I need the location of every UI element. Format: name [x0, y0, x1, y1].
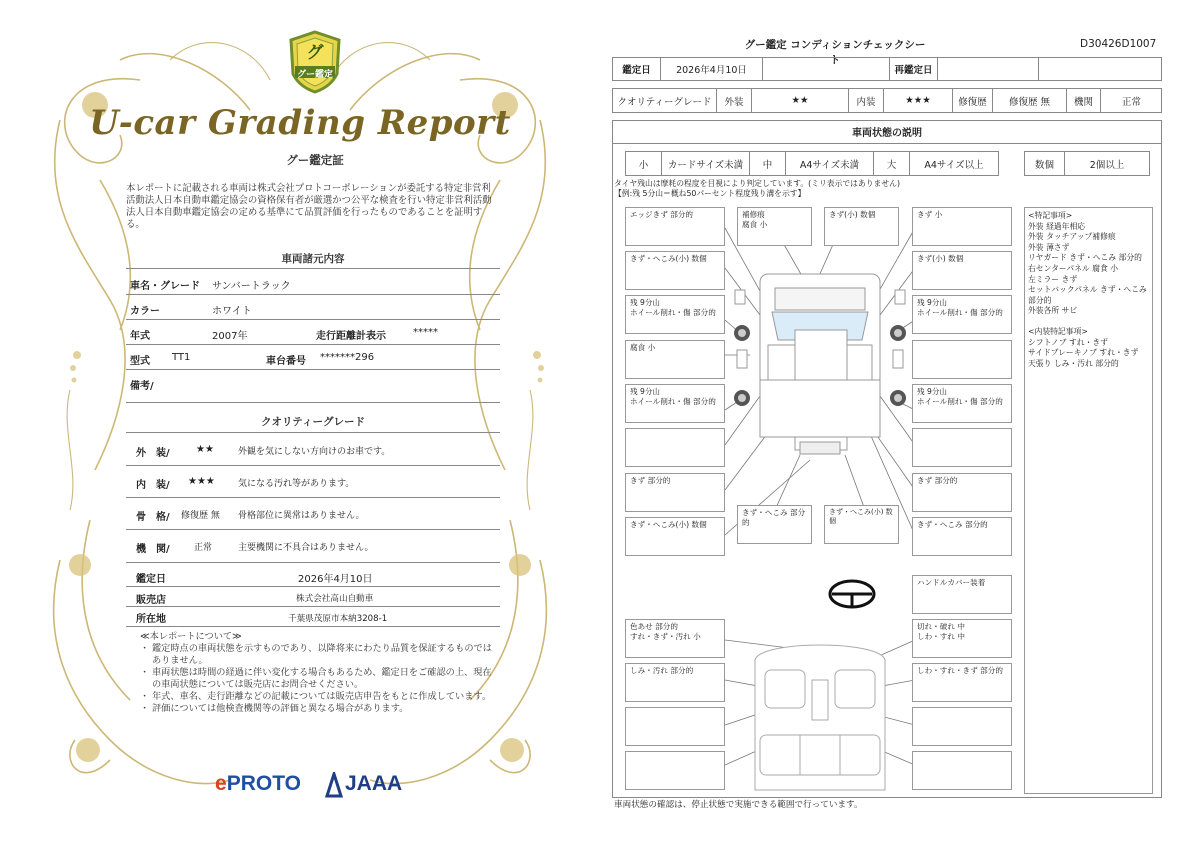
interior-box	[625, 751, 725, 790]
condition-check-sheet	[600, 0, 1200, 848]
spec-label: 年式	[130, 331, 150, 342]
special-notes	[1024, 207, 1153, 794]
spec-row-name	[126, 270, 500, 295]
report-notes	[140, 631, 500, 715]
quality-row-engine	[126, 530, 500, 563]
steering-wheel-icon	[830, 581, 874, 607]
spec-row-remarks	[126, 370, 500, 403]
info-row-dealer	[126, 587, 500, 607]
special-note-item: シフトノブ すれ・きず	[1028, 337, 1108, 347]
damage-box: きず 部分的	[912, 473, 1012, 512]
spec-value: TT1	[172, 352, 191, 363]
special-note-item: 左ミラー きず	[1028, 274, 1078, 284]
quality-grade: ★★★	[188, 476, 215, 487]
quality-grade: 正常	[194, 543, 213, 553]
proto-logo: ePROTO	[215, 772, 301, 795]
interior-box: ハンドルカバー装着	[912, 575, 1012, 614]
spec-label: 車台番号	[266, 356, 306, 367]
size-medium-desc: A4サイズ未満	[786, 152, 874, 175]
interior-box: 切れ・破れ 中 しわ・すれ 中	[912, 619, 1012, 658]
interior-notes-title: <内装特記事項>	[1028, 326, 1088, 336]
special-note-item: 右センターパネル 腐食 小	[1028, 263, 1119, 273]
interior-box	[912, 707, 1012, 746]
spec-label: 型式	[130, 356, 150, 367]
certificate-title: グー鑑定証	[286, 153, 344, 167]
damage-box: きず 小	[912, 207, 1012, 246]
condition-title: 車両状態の説明	[612, 120, 1162, 144]
spec-label: 備考/	[130, 381, 154, 392]
note-item: ・ 車両状態は時間の経過に伴い変化する場合もあるため、鑑定日をご確認の上、現在の車両状態については販売店にお問合せください。	[140, 667, 500, 691]
special-note-item: サイドブレーキノブ すれ・きず	[1028, 348, 1139, 358]
spec-value: 2007年	[212, 331, 248, 342]
count-desc: 2個以上	[1089, 159, 1125, 171]
spec-label: 車名・グレード	[130, 281, 200, 292]
quality-label: 骨 格/	[136, 512, 170, 523]
date-label: 鑑定日	[613, 58, 661, 80]
interior-box: しみ・汚れ 部分的	[625, 663, 725, 702]
info-value: 千葉県茂原市本納3208-1	[288, 614, 388, 624]
count-label: 数個	[1025, 152, 1065, 175]
quality-label: 外 装/	[136, 448, 170, 459]
spacer	[1028, 317, 1149, 327]
special-note-item: 外装各所 サビ	[1028, 306, 1078, 316]
size-medium-label: 中	[750, 152, 786, 175]
interior-box: しわ・すれ・きず 部分的	[912, 663, 1012, 702]
info-value: 株式会社高山自動車	[296, 594, 374, 604]
engine-value: 正常	[1121, 96, 1141, 108]
special-note-item: リヤガード きず・へこみ 部分的	[1028, 253, 1142, 263]
damage-box	[912, 428, 1012, 467]
interior-label: 内装	[849, 89, 884, 112]
damage-box: きず(小) 数個	[912, 251, 1012, 290]
spec-label: 走行距離計表示	[316, 331, 386, 342]
damage-box: 腐食 小	[625, 340, 725, 379]
size-large-desc: A4サイズ以上	[924, 159, 984, 171]
interior-grade: ★★★	[884, 89, 953, 112]
tire-note: タイヤ残山は摩耗の程度を目視により判定しています。(ミリ表示ではありません)	[614, 179, 900, 188]
special-note-item: 外装 タッチアップ補修痕	[1028, 232, 1116, 242]
info-label: 鑑定日	[136, 574, 166, 585]
spec-label: カラー	[130, 306, 160, 317]
spec-value: *****	[413, 327, 438, 338]
quality-label: クオリティーグレード	[613, 89, 717, 112]
quality-comment: 主要機関に不具合はありません。	[238, 543, 374, 553]
emblem-mark: グ	[306, 43, 324, 63]
damage-box: きず・へこみ(小) 数個	[625, 251, 725, 290]
info-row-location	[126, 607, 500, 627]
size-large-label: 大	[874, 152, 910, 175]
tire-box: 残 9分山 ホイール削れ・傷 部分的	[625, 295, 725, 334]
reinspection-label: 再鑑定日	[890, 58, 938, 80]
quality-comment: 気になる汚れ等があります。	[238, 479, 355, 489]
info-label: 販売店	[136, 595, 166, 606]
quality-label: 機 関/	[136, 544, 170, 555]
sheet-id: D30426D1007	[1080, 38, 1157, 50]
spec-value: *******296	[320, 352, 375, 363]
repair-value: 修復歴 無	[993, 89, 1067, 112]
exterior-grade: ★★	[752, 89, 849, 112]
jaaa-logo-text: JAAA	[345, 772, 403, 795]
quality-grade: 修復歴 無	[181, 511, 220, 521]
quality-grade: ★★	[196, 444, 214, 455]
certificate-statement: 本レポートに記載される車両は株式会社プロトコーポレーションが委託する特定非営利活動法人日本自動車鑑定協会の資格保有者が厳選かつ公平な検査を行い特定非営利活動法人日本自動車鑑定協会の定める基準にて品質評価を行ったものであることを証明する。	[126, 183, 492, 231]
date-value: 2026年4月10日	[661, 58, 763, 80]
spec-row-color	[126, 295, 500, 320]
quality-row-exterior	[126, 434, 500, 466]
logos	[215, 770, 415, 800]
special-note-item: セットバックパネル きず・へこみ	[1028, 285, 1147, 295]
quality-comment: 骨格部位に異常はありません。	[238, 511, 365, 521]
report-title: U-car Grading Report	[89, 103, 511, 143]
spec-row-model	[126, 345, 500, 370]
quality-label: 内 装/	[136, 480, 170, 491]
specs-section-title: 車両諸元内容	[281, 253, 345, 265]
tire-example: 【例:残 5分山＝概ね50パーセント程度残り溝を示す】	[614, 189, 806, 198]
interior-box	[625, 707, 725, 746]
special-note-item: 外装 経過年相応	[1028, 221, 1086, 231]
damage-box: きず 部分的	[625, 473, 725, 512]
quality-row-frame	[126, 498, 500, 530]
damage-box: きず・へこみ(小) 数個	[824, 505, 899, 544]
info-value: 2026年4月10日	[298, 574, 373, 585]
repair-label: 修復歴	[953, 89, 993, 112]
quality-section-title: クオリティーグレード	[261, 416, 365, 428]
interior-box	[912, 751, 1012, 790]
spec-value: ホワイト	[212, 306, 252, 317]
emblem-label: グー鑑定	[296, 70, 333, 80]
damage-box: エッジきず 部分的	[625, 207, 725, 246]
notes-title: ≪本レポートについて≫	[140, 631, 242, 642]
damage-box: きず・へこみ(小) 数個	[625, 517, 725, 556]
size-small-desc: カードサイズ未満	[662, 152, 750, 175]
spec-row-year	[126, 320, 500, 345]
note-item: ・ 鑑定時点の車両状態を示すものであり、以降将来にわたり品質を保証するものではありません。	[140, 643, 500, 667]
special-note-item: 外装 薄さず	[1028, 242, 1070, 252]
jaaa-logo-icon	[325, 772, 343, 798]
quality-comment: 外観を気にしない方向けのお車です。	[238, 447, 391, 457]
damage-box: きず・へこみ 部分的	[737, 505, 812, 544]
size-small-label: 小	[626, 152, 662, 175]
divider	[126, 432, 500, 433]
info-label: 所在地	[136, 614, 166, 625]
spec-value: サンバートラック	[212, 281, 291, 292]
special-note-item: 部分的	[1028, 295, 1052, 305]
tire-box: 残 9分山 ホイール削れ・傷 部分的	[912, 384, 1012, 423]
tire-box: 残 9分山 ホイール削れ・傷 部分的	[912, 295, 1012, 334]
divider	[126, 268, 500, 269]
special-note-item: 天張り しみ・汚れ 部分的	[1028, 358, 1119, 368]
info-row-date	[126, 563, 500, 587]
exterior-label: 外装	[717, 89, 752, 112]
interior-box: 色あせ 部分的 すれ・きず・汚れ 小	[625, 619, 725, 658]
note-item: ・ 年式、車名、走行距離などの記載については販売店申告をもとに作成しています。	[140, 691, 500, 703]
sheet-title: グー鑑定 コンディションチェックシート	[744, 39, 926, 66]
damage-box: 補修痕 腐食 小	[737, 207, 812, 246]
sheet-footer: 車両状態の確認は、停止状態で実施できる範囲で行っています。	[614, 800, 863, 810]
proto-logo-text: PROTO	[226, 772, 301, 795]
tire-box: 残 9分山 ホイール削れ・傷 部分的	[625, 384, 725, 423]
damage-box	[912, 340, 1012, 379]
damage-box	[625, 428, 725, 467]
special-notes-title: <特記事項>	[1028, 211, 1073, 220]
engine-label: 機関	[1067, 89, 1101, 112]
quality-row-interior	[126, 466, 500, 498]
damage-box: きず(小) 数個	[824, 207, 899, 246]
note-item: ・ 評価については他検査機関等の評価と異なる場合があります。	[140, 703, 500, 715]
damage-box: きず・へこみ 部分的	[912, 517, 1012, 556]
